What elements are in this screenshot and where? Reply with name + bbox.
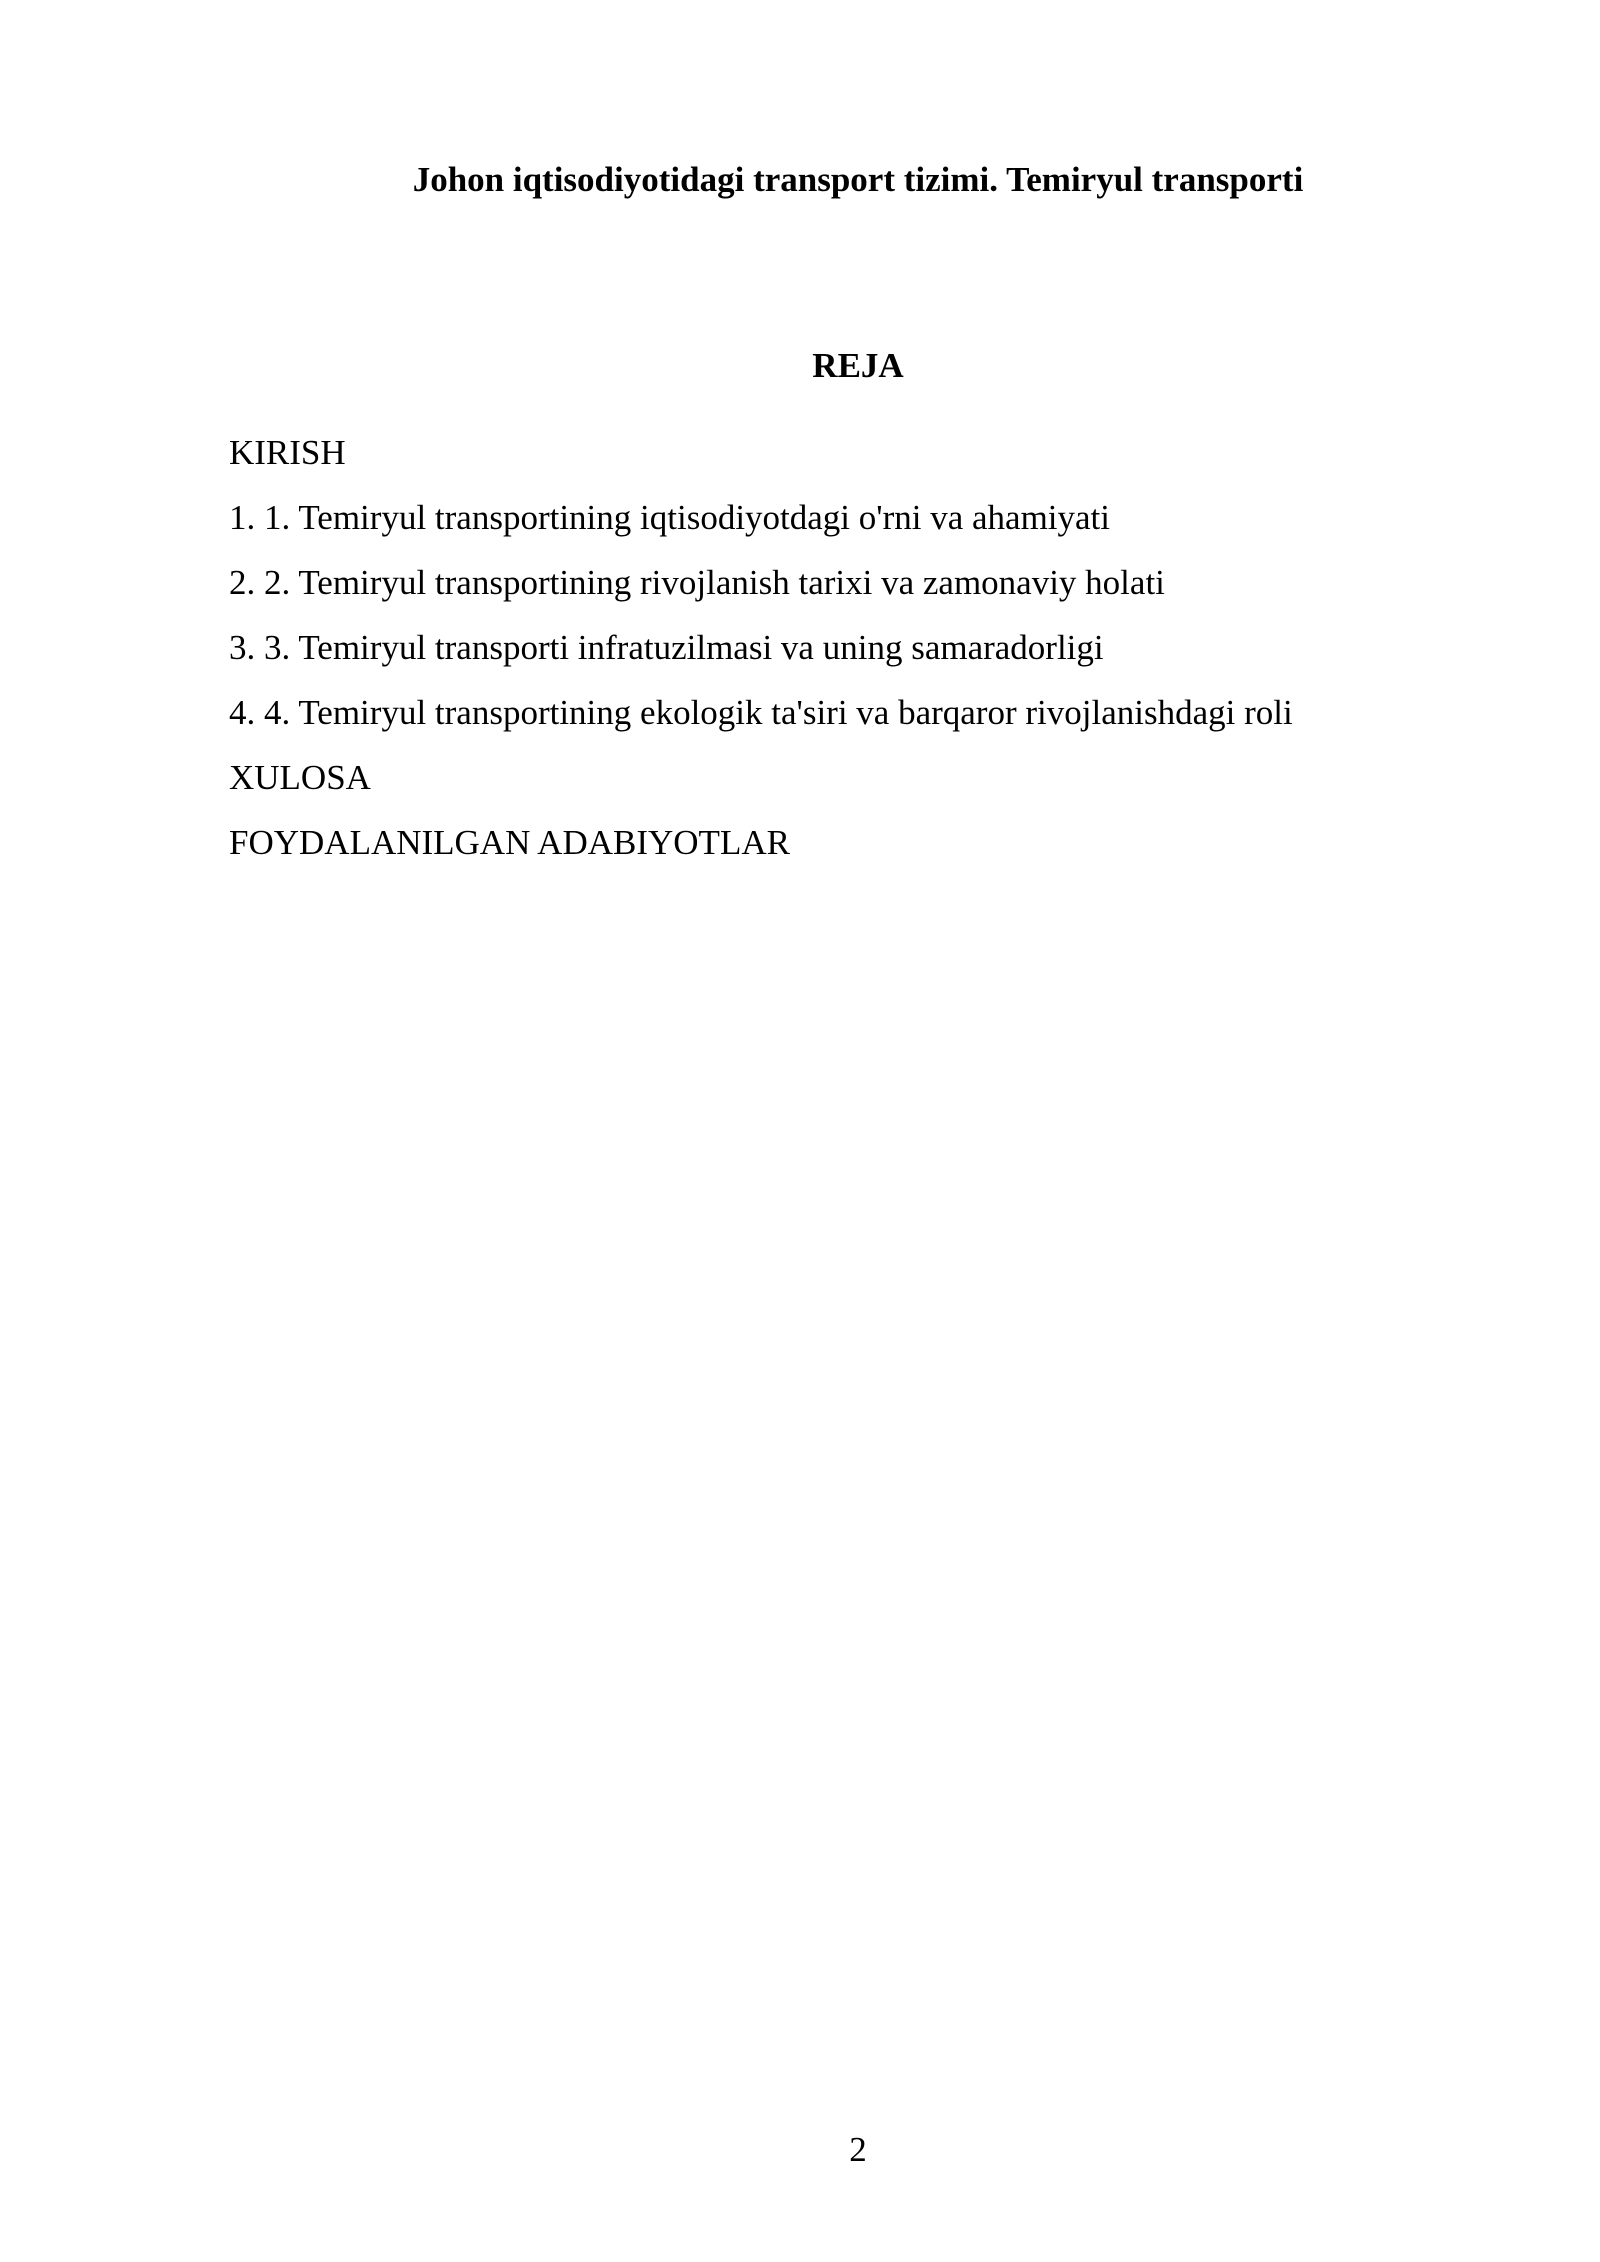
toc-item-conclusion: XULOSA: [229, 758, 371, 797]
toc-item-3: 3. 3. Temiryul transporti infratuzilmasi va uning samaradorligi: [229, 628, 1104, 667]
document-title: Johon iqtisodiyotidagi transport tizimi. Temiryul transporti: [412, 160, 1304, 199]
toc-item-4: 4. 4. Temiryul transportining ekologik ta'siri va barqaror rivojlanishdagi roli: [229, 693, 1293, 732]
toc-item-references: FOYDALANILGAN ADABIYOTLAR: [229, 823, 790, 862]
page-number: 2: [849, 2130, 867, 2169]
plan-heading: REJA: [812, 346, 904, 385]
toc-item-2: 2. 2. Temiryul transportining rivojlanish tarixi va zamonaviy holati: [229, 563, 1165, 602]
toc-item-1: 1. 1. Temiryul transportining iqtisodiyotdagi o'rni va ahamiyati: [229, 498, 1110, 537]
toc-item-introduction: KIRISH: [229, 433, 346, 472]
table-of-contents: [229, 420, 1293, 875]
